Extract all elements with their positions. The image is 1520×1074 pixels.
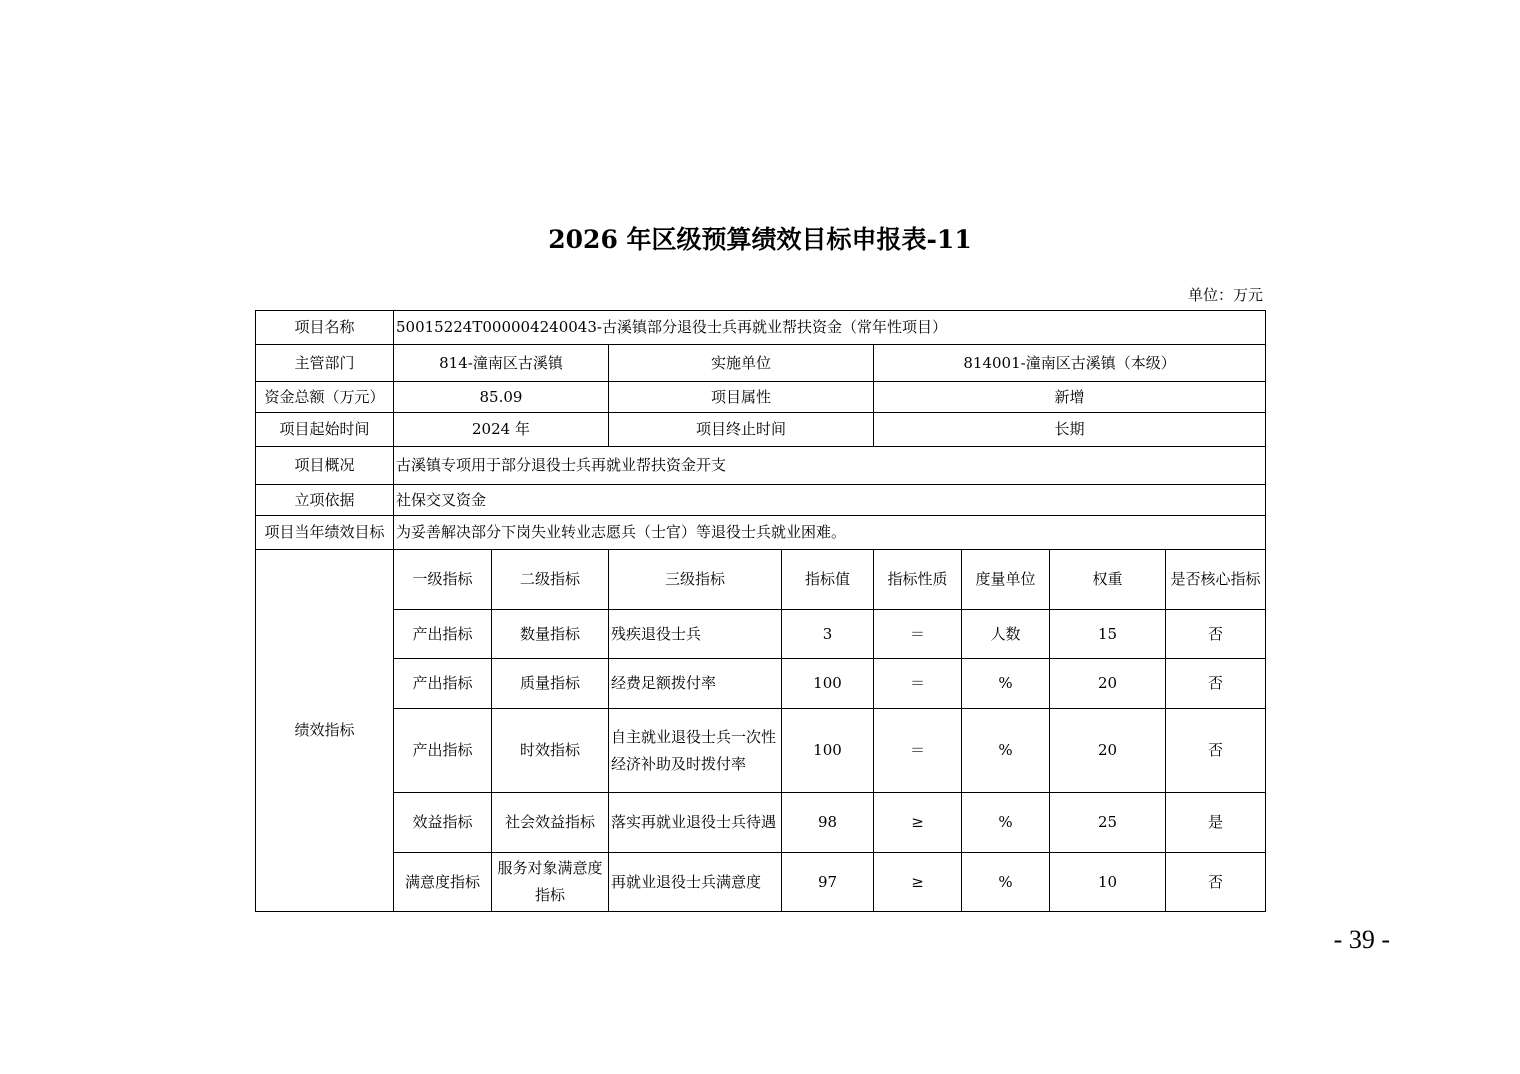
cell-core: 否 xyxy=(1166,853,1266,912)
cell-value: 100 xyxy=(782,659,874,709)
basis-value: 社保交叉资金 xyxy=(394,485,1266,516)
cell-unit: 人数 xyxy=(962,610,1050,659)
start-label: 项目起始时间 xyxy=(256,413,394,447)
cell-weight: 20 xyxy=(1050,709,1166,793)
page-title: 2026 年区级预算绩效目标申报表-11 xyxy=(548,225,972,254)
basis-label: 立项依据 xyxy=(256,485,394,516)
funds-label: 资金总额（万元） xyxy=(256,382,394,413)
funds-value: 85.09 xyxy=(394,382,609,413)
row-goal xyxy=(256,516,1266,550)
cell-core: 否 xyxy=(1166,709,1266,793)
cell-weight: 15 xyxy=(1050,610,1166,659)
indicator-row xyxy=(256,659,1266,709)
row-overview xyxy=(256,447,1266,485)
cell-nature: ＝ xyxy=(874,709,962,793)
cell-value: 100 xyxy=(782,709,874,793)
dept-value: 814-潼南区古溪镇 xyxy=(394,345,609,382)
row-basis xyxy=(256,485,1266,516)
cell-unit: % xyxy=(962,793,1050,853)
cell-nature: ＝ xyxy=(874,610,962,659)
page-number: - 39 - xyxy=(1333,925,1390,954)
indicator-row xyxy=(256,793,1266,853)
cell-unit: % xyxy=(962,709,1050,793)
row-time xyxy=(256,413,1266,447)
cell-value: 3 xyxy=(782,610,874,659)
cell-level2: 时效指标 xyxy=(492,709,609,793)
cell-weight: 10 xyxy=(1050,853,1166,912)
header-value: 指标值 xyxy=(782,550,874,610)
cell-level1: 产出指标 xyxy=(394,709,492,793)
header-level1: 一级指标 xyxy=(394,550,492,610)
indicator-row xyxy=(256,709,1266,793)
indicators-section-label: 绩效指标 xyxy=(256,550,394,912)
cell-nature: ＝ xyxy=(874,659,962,709)
cell-level1: 效益指标 xyxy=(394,793,492,853)
cell-level1: 产出指标 xyxy=(394,610,492,659)
header-weight: 权重 xyxy=(1050,550,1166,610)
cell-level3: 经费足额拨付率 xyxy=(609,659,782,709)
header-level2: 二级指标 xyxy=(492,550,609,610)
start-value: 2024 年 xyxy=(394,413,609,447)
header-unit: 度量单位 xyxy=(962,550,1050,610)
overview-label: 项目概况 xyxy=(256,447,394,485)
indicator-row xyxy=(256,610,1266,659)
attr-label: 项目属性 xyxy=(609,382,874,413)
cell-core: 否 xyxy=(1166,610,1266,659)
goal-label: 项目当年绩效目标 xyxy=(256,516,394,550)
row-funds xyxy=(256,382,1266,413)
cell-level1: 满意度指标 xyxy=(394,853,492,912)
cell-core: 是 xyxy=(1166,793,1266,853)
cell-nature: ≥ xyxy=(874,793,962,853)
cell-unit: % xyxy=(962,853,1050,912)
cell-level1: 产出指标 xyxy=(394,659,492,709)
cell-level3: 残疾退役士兵 xyxy=(609,610,782,659)
cell-level2: 数量指标 xyxy=(492,610,609,659)
cell-weight: 25 xyxy=(1050,793,1166,853)
end-label: 项目终止时间 xyxy=(609,413,874,447)
goal-value: 为妥善解决部分下岗失业转业志愿兵（士官）等退役士兵就业困难。 xyxy=(394,516,1266,550)
header-level3: 三级指标 xyxy=(609,550,782,610)
row-department xyxy=(256,345,1266,382)
indicator-row xyxy=(256,853,1266,912)
cell-level2: 服务对象满意度指标 xyxy=(492,853,609,912)
cell-level2: 质量指标 xyxy=(492,659,609,709)
unit-label: 单位：万元 xyxy=(1187,286,1263,304)
impl-label: 实施单位 xyxy=(609,345,874,382)
budget-performance-table xyxy=(255,310,1266,912)
header-nature: 指标性质 xyxy=(874,550,962,610)
attr-value: 新增 xyxy=(874,382,1266,413)
end-value: 长期 xyxy=(874,413,1266,447)
project-name-value: 50015224T000004240043-古溪镇部分退役士兵再就业帮扶资金（常年性项目） xyxy=(394,311,1266,345)
cell-weight: 20 xyxy=(1050,659,1166,709)
cell-value: 98 xyxy=(782,793,874,853)
row-project-name xyxy=(256,311,1266,345)
dept-label: 主管部门 xyxy=(256,345,394,382)
cell-level3: 再就业退役士兵满意度 xyxy=(609,853,782,912)
cell-nature: ≥ xyxy=(874,853,962,912)
impl-value: 814001-潼南区古溪镇（本级） xyxy=(874,345,1266,382)
indicator-header-row xyxy=(256,550,1266,610)
cell-value: 97 xyxy=(782,853,874,912)
cell-level3: 自主就业退役士兵一次性经济补助及时拨付率 xyxy=(609,709,782,793)
project-name-label: 项目名称 xyxy=(256,311,394,345)
cell-core: 否 xyxy=(1166,659,1266,709)
overview-value: 古溪镇专项用于部分退役士兵再就业帮扶资金开支 xyxy=(394,447,1266,485)
cell-unit: % xyxy=(962,659,1050,709)
cell-level3: 落实再就业退役士兵待遇 xyxy=(609,793,782,853)
cell-level2: 社会效益指标 xyxy=(492,793,609,853)
header-core: 是否核心指标 xyxy=(1166,550,1266,610)
